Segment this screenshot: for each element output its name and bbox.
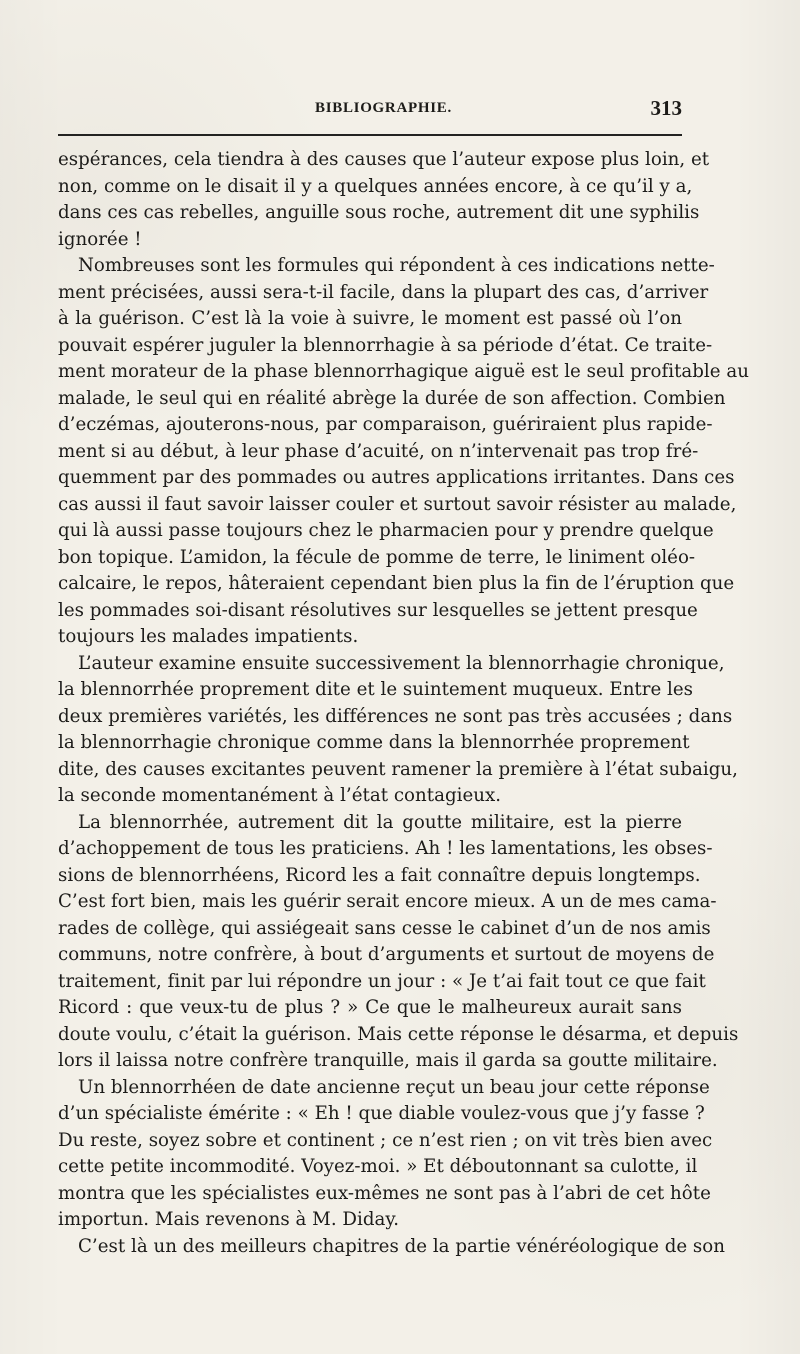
text-line: C’est fort bien, mais les guérir serait encore mieux. A un de mes cama- [58,891,717,912]
text-line: cas aussi il faut savoir laisser couler et surtout savoir résister au malade, [58,493,737,515]
text-line: L’auteur examine ensuite successivement la blennorrhagie chronique, [78,652,725,674]
text-line: quemment par des pommades ou autres applications irritantes. Dans ces [58,467,735,488]
text-line: Nombreuses sont les formules qui répondent à ces indications nette- [78,255,715,276]
text-line: montra que les spécialistes eux-mêmes ne sont pas à l’abri de cet hôte [58,1182,711,1204]
text-line: qui là aussi passe toujours chez le pharmacien pour y prendre quelque [58,520,714,541]
text-line: malade, le seul qui en réalité abrège la durée de son affection. Combien [58,387,726,409]
header-rule [58,134,682,136]
text-line: sions de blennorrhéens, Ricord les a fait connaître depuis longtemps. [58,864,701,886]
text-line: communs, notre confrère, à bout d’arguments et surtout de moyens de [58,944,715,965]
text-line: Du reste, soyez sobre et continent ; ce n’est rien ; on vit très bien avec [58,1129,713,1151]
text-line: C’est là un des meilleurs chapitres de la partie vénéréologique de son [78,1235,725,1257]
text-line: à la guérison. C’est là la voie à suivre, le moment est passé où l’on [58,308,682,329]
text-line: Un blennorrhéen de date ancienne reçut un beau jour cette réponse [78,1076,710,1098]
text-line: importun. Mais revenons à M. Diday. [58,1209,400,1230]
text-line: d’eczémas, ajouterons-nous, par comparaison, guériraient plus rapide- [58,414,713,435]
text-line: lors il laissa notre confrère tranquille, mais il garda sa goutte militaire. [58,1050,718,1071]
text-line: Ricord : que veux-tu de plus ? » Ce que le malheureux aurait sans [58,997,682,1018]
text-line: ment morateur de la phase blennorrhagique aiguë est le seul profitable au [58,361,749,382]
text-line: traitement, finit par lui répondre un jour : « Je t’ai fait tout ce que fait [58,970,706,992]
text-line: non, comme on le disait il y a quelques années encore, à ce qu’il y a, [58,175,693,197]
text-line: d’achoppement de tous les praticiens. Ah ! les lamentations, les obses- [58,838,713,859]
text-line: la blennorrhée proprement dite et le suintement muqueux. Entre les [58,679,694,700]
text-line: deux premières variétés, les différences ne sont pas très accusées ; dans [58,705,733,727]
text-line: calcaire, le repos, hâteraient cependant bien plus la fin de l’éruption que [58,573,735,594]
text-line: cette petite incommodité. Voyez-moi. » Et déboutonnant sa culotte, il [58,1156,698,1177]
text-line: dite, des causes excitantes peuvent ramener la première à l’état subaigu, [58,758,738,780]
text-line: la blennorrhagie chronique comme dans la blennorrhée proprement [58,732,690,753]
text-line: La blennorrhée, autrement dit la goutte militaire, est la pierre [78,811,682,833]
text-line: la seconde momentanément à l’état contagieux. [58,785,502,806]
body-text [58,147,749,1260]
text-line: bon topique. L’amidon, la fécule de pomme de terre, le liniment oléo- [58,546,696,568]
text-line: pouvait espérer juguler la blennorrhagie à sa période d’état. Ce traite- [58,334,713,356]
text-line: ment si au début, à leur phase d’acuité, on n’intervenait pas trop fré- [58,440,699,462]
text-line: ment précisées, aussi sera-t-il facile, dans la plupart des cas, d’arriver [58,281,709,303]
text-line: d’un spécialiste émérite : « Eh ! que diable voulez-vous que j’y fasse ? [58,1103,705,1124]
text-line: dans ces cas rebelles, anguille sous roche, autrement dit une syphilis [58,202,700,223]
text-line: toujours les malades impatients. [58,626,359,647]
running-head: BIBLIOGRAPHIE. [315,100,452,116]
text-line: doute voulu, c’était la guérison. Mais cette réponse le désarma, et depuis [58,1023,739,1045]
page-number: 313 [650,96,682,120]
text-line: espérances, cela tiendra à des causes que l’auteur expose plus loin, et [58,149,710,170]
text-line: ignorée ! [58,228,142,250]
text-line: rades de collège, qui assiégeait sans cesse le cabinet d’un de nos amis [58,917,711,939]
text-line: les pommades soi-disant résolutives sur lesquelles se jettent presque [58,599,698,621]
page-header [58,95,682,127]
